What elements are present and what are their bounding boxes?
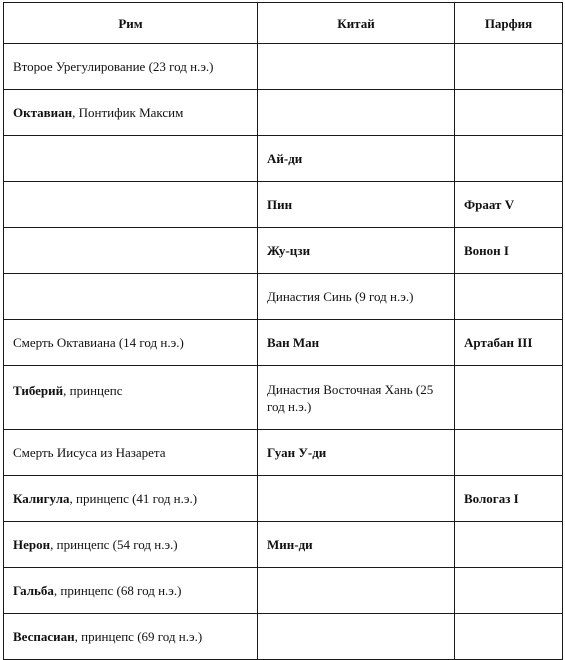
cell-rome: [4, 614, 258, 660]
cell-china: [258, 568, 455, 614]
cell-rome: [4, 274, 258, 320]
cell-parthia: [455, 90, 563, 136]
cell-text: Смерть Октавиана (14 год н.э.): [13, 335, 184, 350]
cell-china: [258, 228, 455, 274]
cell-text: Смерть Иисуса из Назарета: [13, 445, 166, 460]
cell-parthia: [455, 274, 563, 320]
cell-parthia: [455, 182, 563, 228]
table-row: [4, 522, 563, 568]
cell-bold: Калигула: [13, 491, 70, 506]
cell-rome: [4, 366, 258, 430]
cell-bold: Вологаз I: [464, 491, 519, 506]
cell-rome: [4, 430, 258, 476]
cell-bold: Тиберий: [13, 383, 64, 398]
table-row: [4, 568, 563, 614]
cell-text: Династия Восточная Хань (25 год н.э.): [267, 381, 434, 414]
cell-rome: [4, 522, 258, 568]
cell-china: [258, 274, 455, 320]
table-row: [4, 430, 563, 476]
cell-parthia: [455, 44, 563, 90]
cell-china: [258, 366, 455, 430]
cell-parthia: [455, 228, 563, 274]
table-row: [4, 366, 563, 430]
cell-text: , принцепс (68 год н.э.): [53, 583, 182, 598]
cell-china: [258, 320, 455, 366]
cell-rome: [4, 182, 258, 228]
cell-text: , принцепс (54 год н.э.): [50, 537, 178, 552]
cell-bold: Ай-ди: [267, 151, 303, 166]
cell-bold: Жу-цзи: [267, 243, 311, 258]
cell-text: , принцепс: [63, 383, 123, 398]
header-china: Китай: [258, 3, 455, 44]
table-row: [4, 614, 563, 660]
cell-rome: [4, 90, 258, 136]
cell-bold: Нерон: [13, 537, 51, 552]
cell-china: [258, 476, 455, 522]
header-parthia: Парфия: [455, 3, 563, 44]
cell-text: , принцепс (41 год н.э.): [69, 491, 198, 506]
cell-bold: Фраат V: [464, 197, 515, 212]
header-row: [4, 3, 563, 44]
cell-parthia: [455, 568, 563, 614]
table-row: [4, 136, 563, 182]
cell-china: [258, 614, 455, 660]
table-row: [4, 274, 563, 320]
cell-bold: Артабан III: [464, 335, 533, 350]
cell-china: [258, 136, 455, 182]
chronology-table: [3, 2, 563, 660]
cell-bold: Веспасиан: [13, 629, 75, 644]
cell-rome: [4, 320, 258, 366]
cell-bold: Гуан У-ди: [267, 445, 327, 460]
table-row: [4, 182, 563, 228]
cell-bold: Октавиан: [13, 105, 73, 120]
table-row: [4, 228, 563, 274]
cell-china: [258, 90, 455, 136]
cell-bold: Вонон I: [464, 243, 509, 258]
cell-text: Династия Синь (9 год н.э.): [267, 289, 414, 304]
table-row: [4, 90, 563, 136]
table-row: [4, 320, 563, 366]
cell-text: , принцепс (69 год н.э.): [74, 629, 203, 644]
cell-bold: Гальба: [13, 583, 54, 598]
cell-bold: Ван Ман: [267, 335, 320, 350]
cell-bold: Мин-ди: [267, 537, 313, 552]
cell-parthia: [455, 614, 563, 660]
cell-rome: [4, 476, 258, 522]
cell-parthia: [455, 430, 563, 476]
cell-china: [258, 182, 455, 228]
cell-rome: [4, 228, 258, 274]
cell-parthia: [455, 320, 563, 366]
cell-china: [258, 44, 455, 90]
cell-china: [258, 522, 455, 568]
cell-parthia: [455, 366, 563, 430]
cell-china: [258, 430, 455, 476]
header-rome: Рим: [4, 3, 258, 44]
cell-bold: Пин: [267, 197, 293, 212]
cell-parthia: [455, 136, 563, 182]
table-row: [4, 44, 563, 90]
cell-parthia: [455, 476, 563, 522]
cell-text: Второе Урегулирование (23 год н.э.): [13, 59, 214, 74]
cell-parthia: [455, 522, 563, 568]
cell-rome: [4, 568, 258, 614]
cell-rome: [4, 44, 258, 90]
cell-rome: [4, 136, 258, 182]
table-row: [4, 476, 563, 522]
cell-text: , Понтифик Максим: [72, 105, 184, 120]
